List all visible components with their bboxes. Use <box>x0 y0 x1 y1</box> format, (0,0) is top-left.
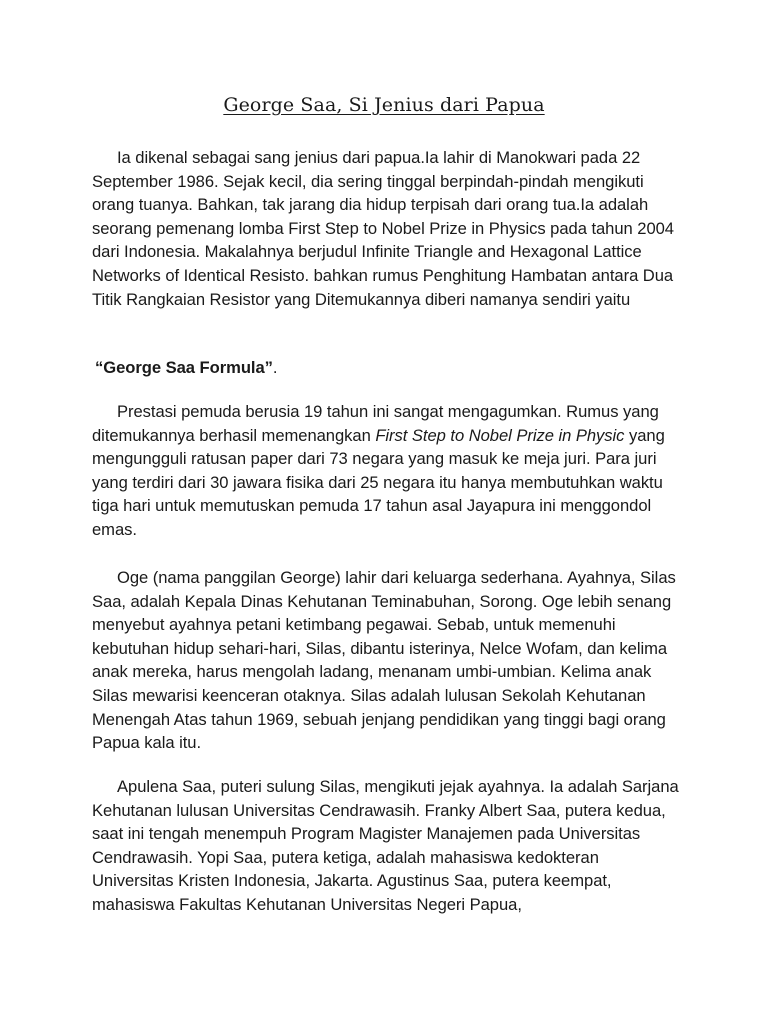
formula-open-quote: “ <box>95 358 104 377</box>
paragraph-3 <box>92 566 682 755</box>
paragraph-4 <box>92 775 682 917</box>
paragraph-2 <box>92 400 682 542</box>
paragraph-3-text: Oge (nama panggilan George) lahir dari keluarga sederhana. Ayahnya, Silas Saa, adalah Kepala Dinas Kehutanan Teminabuhan, Sorong. Oge lebih senang menyebut ayahnya petani ketimbang pegawai. Sebab, untuk memenuhi kebutuhan hidup sehari-hari, Silas, dibantu isterinya, Nelce Wofam, dan kelima anak mereka, harus mengolah ladang, menanam umbi-umbian. Kelima anak Silas mewarisi keenceran otaknya. Silas adalah lulusan Sekolah Kehutanan Menengah Atas tahun 1969, sebuah jenjang pendidikan yang tinggi bagi orang Papua kala itu. <box>92 568 676 753</box>
paragraph-1 <box>92 146 682 311</box>
formula-close-quote: ” <box>264 358 273 377</box>
formula-name: George Saa Formula <box>103 358 265 377</box>
paragraph-2-part1: Prestasi pemuda berusia 19 tahun ini sangat mengagumkan. Rumus yang ditemukannya berhasil memenangkan <box>92 402 659 445</box>
paragraph-4-text: Apulena Saa, puteri sulung Silas, mengikuti jejak ayahnya. Ia adalah Sarjana Kehutanan lulusan Universitas Cendrawasih. Franky Albert Saa, putera kedua, saat ini tengah menempuh Program Magister Manajemen pada Universitas Cendrawasih. Yopi Saa, putera ketiga, adalah mahasiswa kedokteran Universitas Kristen Indonesia, Jakarta. Agustinus Saa, putera keempat, mahasiswa Fakultas Kehutanan Universitas Negeri Papua, <box>92 777 679 914</box>
paragraph-1-text: Ia dikenal sebagai sang jenius dari papua.Ia lahir di Manokwari pada 22 September 1986. Sejak kecil, dia sering tinggal berpindah-pindah mengikuti orang tuanya. Bahkan, tak jarang dia hidup terpisah dari orang tua.Ia adalah seorang pemenang lomba First Step to Nobel Prize in Physics pada tahun 2004 dari Indonesia. Makalahnya berjudul Infinite Triangle and Hexagonal Lattice Networks of Identical Resisto. bahkan rumus Penghitung Hambatan antara Dua Titik Rangkaian Resistor yang Ditemukannya diberi namanya sendiri yaitu <box>92 148 674 309</box>
formula-line <box>95 356 685 380</box>
paragraph-2-part2: yang mengungguli ratusan paper dari 73 negara yang masuk ke meja juri. Para juri yang terdiri dari 30 jawara fisika dari 25 negara itu hanya membutuhkan waktu tiga hari untuk memutuskan pemuda 17 tahun asal Jayapura ini menggondol emas. <box>92 425 665 539</box>
formula-period: . <box>272 358 278 377</box>
paragraph-2-italic: First Step to Nobel Prize in Physic <box>375 425 625 445</box>
document-title: George Saa, Si Jenius dari Papua <box>223 94 545 116</box>
